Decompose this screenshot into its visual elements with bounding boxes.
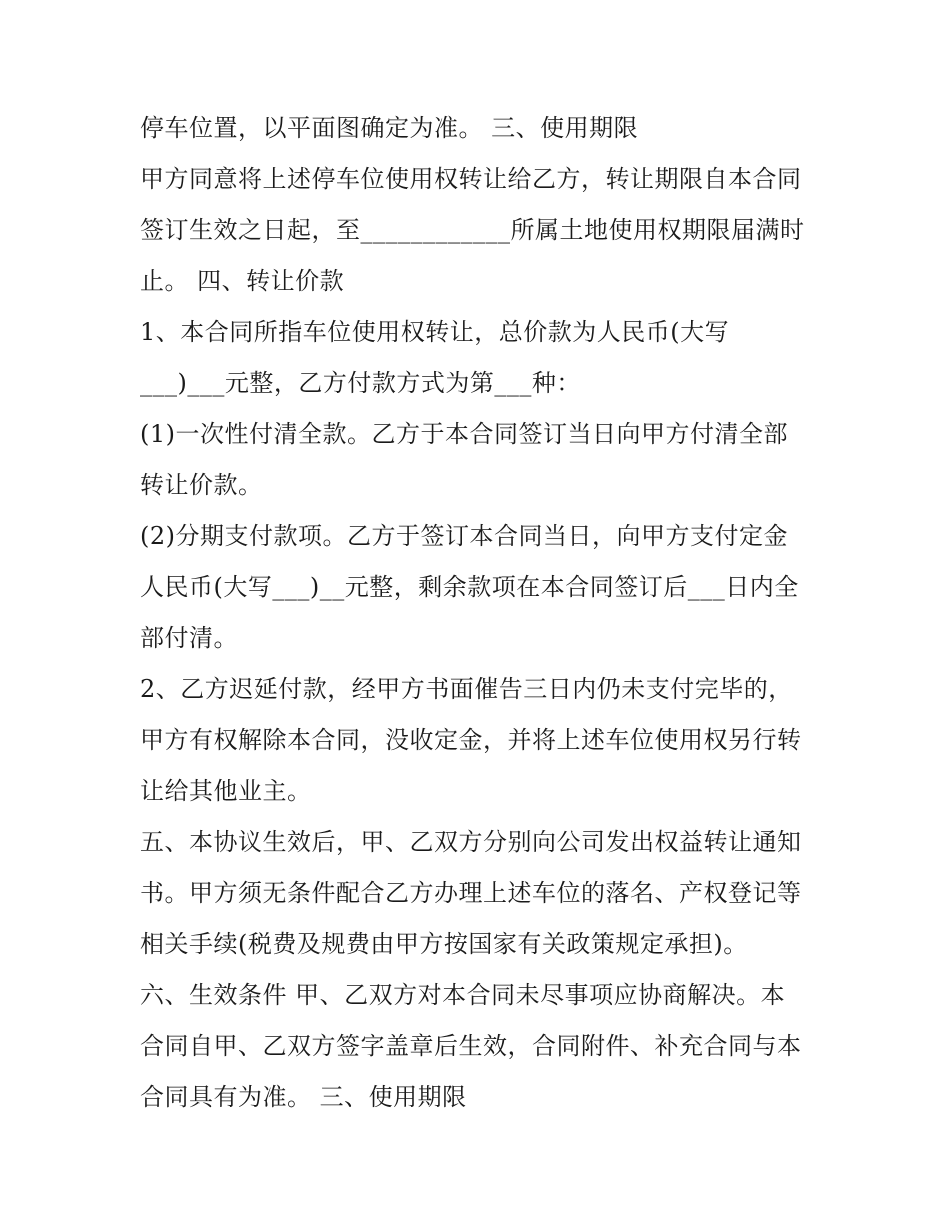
text-line: 转让价款。 — [140, 471, 263, 499]
text-line: 1、本合同所指车位使用权转让，总价款为人民币(大写 — [140, 318, 730, 346]
text-line: 让给其他业主。 — [140, 777, 312, 805]
text-line: 部付清。 — [140, 624, 238, 652]
text-line: 合同自甲、乙双方签字盖章后生效，合同附件、补充合同与本 — [140, 1032, 802, 1060]
text-line: 甲方同意将上述停车位使用权转让给乙方，转让期限自本合同 — [140, 165, 802, 193]
text-line: 相关手续(税费及规费由甲方按国家有关政策规定承担)。 — [140, 930, 748, 958]
text-line: 签订生效之日起，至____________所属土地使用权期限届满时 — [140, 216, 805, 244]
text-line: 书。甲方须无条件配合乙方办理上述车位的落名、产权登记等 — [140, 879, 802, 907]
text-line: 停车位置，以平面图确定为准。 三、使用期限 — [140, 114, 639, 142]
text-line: 合同具有为准。 三、使用期限 — [140, 1083, 467, 1111]
text-line: ___)___元整，乙方付款方式为第___种： — [140, 369, 581, 397]
document-body — [140, 103, 820, 1123]
text-line: 止。 四、转让价款 — [140, 267, 345, 295]
text-line: 五、本协议生效后，甲、乙双方分别向公司发出权益转让通知 — [140, 828, 802, 856]
text-line: (2)分期支付款项。乙方于签订本合同当日，向甲方支付定金 — [140, 522, 788, 550]
text-line: 甲方有权解除本合同，没收定金，并将上述车位使用权另行转 — [140, 726, 802, 754]
text-line: 2、乙方迟延付款，经甲方书面催告三日内仍未支付完毕的， — [140, 675, 793, 703]
text-line: (1)一次性付清全款。乙方于本合同签订当日向甲方付清全部 — [140, 420, 788, 448]
text-line: 六、生效条件 甲、乙双方对本合同未尽事项应协商解决。本 — [140, 981, 786, 1009]
text-line: 人民币(大写___)__元整，剩余款项在本合同签订后___日内全 — [140, 573, 799, 601]
